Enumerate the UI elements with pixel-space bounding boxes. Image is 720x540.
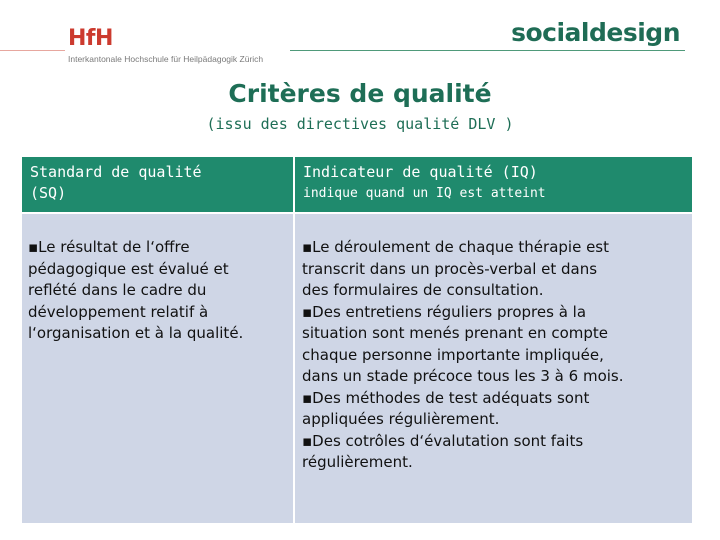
header-standard-line: (SQ) [30, 184, 67, 202]
table-header-row [22, 157, 692, 213]
header-standard [22, 157, 294, 213]
cell-line: ▪Des méthodes de test adéquats sont [302, 388, 590, 407]
cell-line: développement relatif à [28, 302, 209, 321]
cell-line: l‘organisation et à la qualité. [28, 324, 244, 342]
cell-line: ▪Le résultat de l‘offre [28, 238, 190, 256]
cell-line: pédagogique est évalué et [28, 259, 229, 278]
cell-line: des formulaires de consultation. [302, 281, 544, 299]
cell-line: ▪Des entretiens réguliers propres à la [302, 302, 587, 321]
cell-line: régulièrement. [302, 453, 413, 471]
hfh-logo [68, 28, 263, 64]
hfh-logo-mark: HfH [68, 26, 113, 51]
socialdesign-logo: socialdesign [511, 18, 680, 47]
cell-line: transcrit dans un procès-verbal et dans [302, 259, 598, 278]
cell-indicator [294, 213, 692, 523]
cell-standard [22, 213, 294, 523]
cell-line: appliquées régulièrement. [302, 410, 500, 428]
table-row [22, 213, 692, 523]
header-indicator-subtitle: indique quand un IQ est atteint [303, 186, 546, 201]
header-rule-left [0, 50, 65, 51]
header-rule-right [290, 50, 685, 51]
cell-line: chaque personne importante impliquée, [302, 345, 604, 364]
cell-line: situation sont menés prenant en compte [302, 324, 608, 342]
header-indicator [294, 157, 692, 213]
header-standard-line: Standard de qualité [30, 163, 202, 181]
slide-header [0, 0, 720, 70]
cell-line: reflété dans le cadre du [28, 281, 207, 299]
cell-line: dans un stade précoce tous les 3 à 6 mois. [302, 367, 624, 385]
quality-criteria-table [22, 157, 692, 523]
cell-line: ▪Des cotrôles d‘évalutation sont faits [302, 431, 584, 450]
slide-subtitle: (issu des directives qualité DLV ) [206, 115, 514, 133]
cell-line: ▪Le déroulement de chaque thérapie est [302, 238, 609, 256]
slide-title: Critères de qualité [228, 79, 492, 108]
header-indicator-title: Indicateur de qualité (IQ) [303, 163, 538, 181]
hfh-logo-subtitle: Interkantonale Hochschule für Heilpädagogik Zürich [68, 54, 264, 64]
